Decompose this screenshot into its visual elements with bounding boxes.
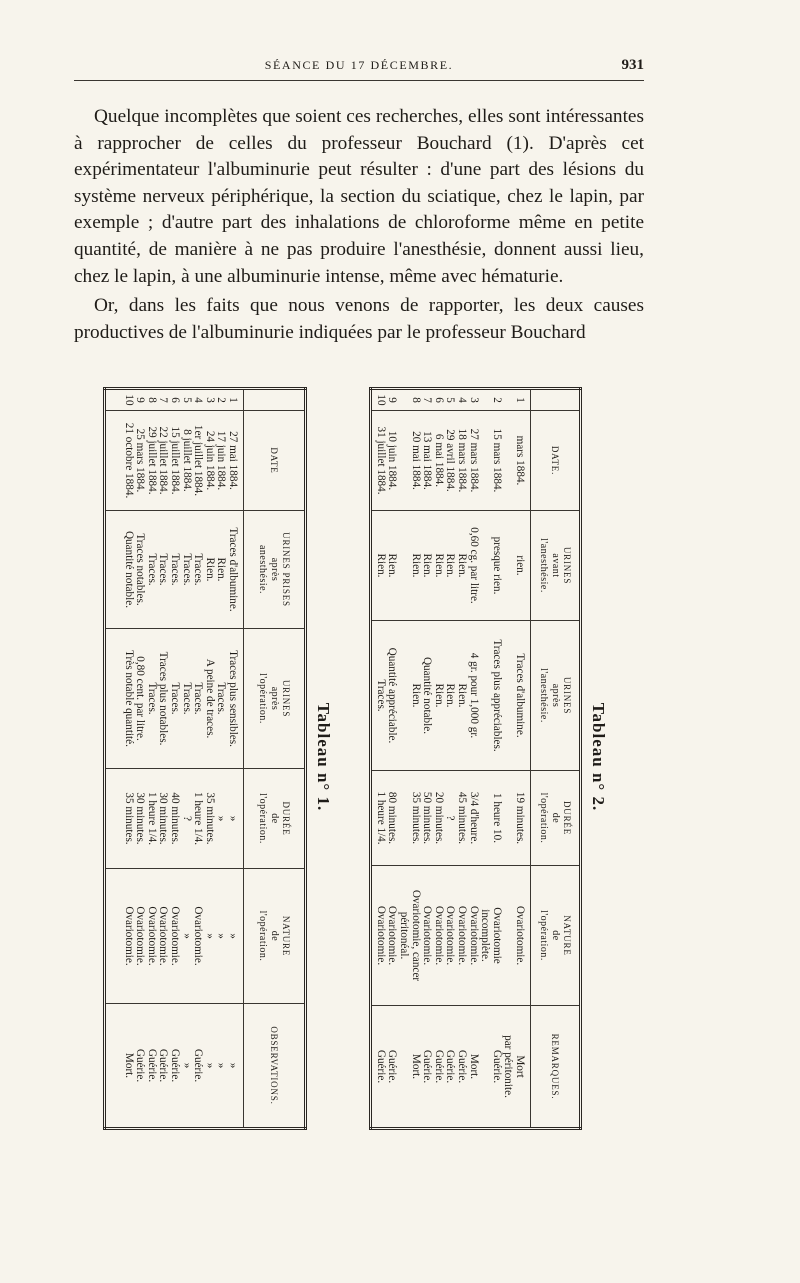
table-cell: A peine de traces. <box>203 658 216 739</box>
table-cell: Quantité notable. <box>421 656 434 735</box>
column-num <box>371 389 531 411</box>
col-header-observations: OBSERVATIONS. <box>244 1004 306 1129</box>
column-nature <box>105 869 244 1004</box>
table-cell: 18 mars 1884. <box>456 428 469 493</box>
table-cell: 19 minutes. <box>514 791 526 845</box>
table-cell: 2 <box>215 397 228 403</box>
table-cell: Guérie. <box>134 1048 147 1083</box>
table-cell: » <box>215 815 228 822</box>
table-cell: Très notable quantité. <box>122 650 135 747</box>
column-date <box>371 411 531 511</box>
table-cell: 21 octobre 1884. <box>122 422 135 499</box>
column-date <box>105 411 244 511</box>
table-cell: » <box>227 933 239 939</box>
table-cell: » <box>203 933 216 939</box>
table-cell: 7 <box>157 397 170 403</box>
col-header-remarques: REMARQUES. <box>531 1006 581 1129</box>
page-number: 931 <box>621 57 644 73</box>
table-cell: Ovariotomie. <box>122 906 135 966</box>
table-cell: Ovariotomie. <box>467 905 480 966</box>
table-cell: Guérie. <box>456 1049 469 1084</box>
table-cell: Guérie. <box>145 1048 158 1083</box>
table-cell: 29 avril 1884. <box>444 429 457 492</box>
col-header-nature: NATURE de l'opération. <box>531 866 581 1006</box>
table-cell: Ovariotomie, cancer <box>409 889 422 982</box>
table-cell: Rien. <box>421 553 434 578</box>
paragraph-2: Or, dans les faits que nous venons de rapporter, les deux causes productives de l'albuminurie indiquées par le professeur Bouchard <box>74 295 644 343</box>
table-cell: 22 juillet 1884. <box>157 426 170 495</box>
table-cell: Traces d'albumine. <box>514 653 526 738</box>
col-header-urines-apres: URINES après l'anesthésie. <box>531 621 581 771</box>
table-cell <box>502 414 514 507</box>
table-cell: Traces plus notables. <box>157 651 170 746</box>
table-cell <box>502 393 514 407</box>
table-cell: Guérie. <box>432 1049 445 1084</box>
table-cell <box>479 624 491 767</box>
table-cell: presque rien. <box>490 536 503 595</box>
table-cell: 1 heure 10. <box>490 792 503 844</box>
table-cell: Guérie. <box>192 1048 205 1083</box>
table-cell: 20 minutes. <box>432 791 445 845</box>
table-cell: 17 juin 1884. <box>215 430 228 491</box>
table-cell <box>397 414 409 507</box>
table-cell: Ovariotomie <box>490 907 503 964</box>
table-cell: Mort. <box>467 1053 480 1080</box>
col-header-duree: DURÉE de l'opération. <box>531 771 581 866</box>
header-rule <box>74 80 644 81</box>
col-header-num <box>244 389 306 411</box>
table-cell: Ovariotomie. <box>157 906 170 966</box>
table-cell: 2 <box>490 397 503 403</box>
table-cell: 6 <box>432 397 445 403</box>
table-cell: » <box>215 1062 228 1069</box>
tableau-1 <box>103 387 333 1127</box>
table-cell: Guérie. <box>169 1048 182 1083</box>
table-cell: 40 minutes. <box>169 792 182 845</box>
table-cell <box>479 1009 491 1124</box>
column-urines-avant <box>371 511 531 621</box>
column-num <box>105 389 244 411</box>
table-cell: Guérie. <box>386 1049 399 1084</box>
table-cell: 30 minutes. <box>134 792 147 845</box>
table-cell: Rien. <box>386 553 399 578</box>
table-cell: péritonéal. <box>398 911 411 960</box>
table-cell: Traces. <box>180 682 193 715</box>
table-cell: 50 minutes. <box>421 791 434 845</box>
table-cell: Ovariotomie. <box>456 905 469 966</box>
table-cell: Traces. <box>169 553 182 586</box>
table-cell: 4 <box>192 397 205 403</box>
col-header-urines-avant: URINES avant l'anesthésie. <box>531 511 581 621</box>
table-cell: 8 <box>145 397 158 403</box>
table-cell: Rien. <box>432 553 445 578</box>
table-cell: Mort. <box>409 1053 422 1080</box>
table-cell: 1 heure 1/4. <box>145 791 158 846</box>
table-cell: ? <box>444 815 457 821</box>
table-cell: Guérie. <box>421 1049 434 1084</box>
running-head: SÉANCE DU 17 DÉCEMBRE. <box>264 58 454 72</box>
table-cell: 5 <box>444 397 457 403</box>
col-header-nature: NATURE de l'opération. <box>244 869 306 1004</box>
table-cell: Rien. <box>456 683 469 708</box>
table-cell: 10 juin 1884. <box>386 430 399 491</box>
table-cell: 45 minutes. <box>456 791 469 845</box>
table-cell: 3 <box>467 397 480 403</box>
table-cell: » <box>180 933 193 939</box>
column-urines-apres <box>371 621 531 771</box>
table-cell: Rien. <box>409 683 422 708</box>
table-cell <box>502 774 514 862</box>
table-cell: Quantité notable. <box>122 530 135 609</box>
table-cell <box>397 393 409 407</box>
table-cell: Guérie. <box>444 1049 457 1084</box>
table-cell: 8 juillet 1884. <box>180 429 193 492</box>
table-cell: Rien. <box>409 553 422 578</box>
table-cell: mars 1884. <box>514 435 526 486</box>
table-cell: Ovariotomie. <box>169 906 182 966</box>
table-cell: 8 <box>409 397 422 403</box>
table-cell: 1 <box>227 397 239 403</box>
table-cell: Traces. <box>192 553 205 586</box>
table-cell: Quantité appréciable. <box>386 647 399 744</box>
table-cell: Ovariotomie. <box>444 905 457 966</box>
table-cell: 15 mars 1884. <box>490 428 503 493</box>
table-cell <box>479 414 491 507</box>
col-header-urines-apres: URINES après l'opération. <box>244 629 306 769</box>
column-nature <box>371 866 531 1006</box>
table-cell: incomplète. <box>479 909 492 962</box>
table-cell: Traces plus sensibles. <box>227 650 239 747</box>
table-cell: Ovariotomie. <box>514 905 526 966</box>
table-cell: 24 juin 1884. <box>203 430 216 491</box>
table-cell: Guérie. <box>374 1049 387 1084</box>
column-remarques <box>371 1006 531 1129</box>
table-cell: 1 heure 1/4. <box>192 791 205 846</box>
table-cell: 13 mai 1884. <box>421 431 434 490</box>
table-cell: Ovariotomie. <box>432 905 445 966</box>
table-cell: Traces. <box>180 553 193 586</box>
table-cell: 35 minutes. <box>409 791 422 845</box>
table-cell: 20 mai 1884. <box>409 431 422 490</box>
table-cell: Rien. <box>374 553 387 578</box>
column-urines-prises <box>105 511 244 629</box>
table-cell: 10 <box>122 394 135 406</box>
table-cell <box>479 774 491 862</box>
table-cell: 27 mars 1884. <box>467 428 480 493</box>
table-cell: » <box>203 1062 216 1069</box>
table-cell: Traces. <box>215 682 228 715</box>
table-cell: 0,60 cg. par litre. <box>467 527 480 604</box>
table-cell: rien. <box>514 555 526 576</box>
column-urines-apres <box>105 629 244 769</box>
column-duree <box>105 769 244 869</box>
table-cell: » <box>227 1062 239 1069</box>
table-cell: 4 gr. pour 1,000 gr. <box>467 652 480 739</box>
table-cell <box>502 624 514 767</box>
tableau-2-title: Tableau n° 2. <box>589 702 608 812</box>
tableau-1-table <box>103 387 307 1130</box>
col-header-date: DATE. <box>531 411 581 511</box>
table-cell: Traces. <box>145 682 158 715</box>
col-header-urines-prises: URINES PRISES après anesthésie. <box>244 511 306 629</box>
table-cell: 5 <box>180 397 193 403</box>
table-cell: Traces notables. <box>134 533 147 606</box>
table-cell <box>397 624 409 767</box>
table-cell: Traces. <box>157 553 170 586</box>
table-cell: » <box>180 1062 193 1069</box>
col-header-num <box>531 389 581 411</box>
table-cell: » <box>215 933 228 939</box>
table-cell: 25 mars 1884. <box>134 428 147 493</box>
table-cell <box>397 774 409 862</box>
table-cell <box>397 514 409 617</box>
table-cell: 6 <box>169 397 182 403</box>
table-cell: Traces d'albumine. <box>227 527 239 612</box>
table-cell: 27 mai 1884. <box>227 431 239 490</box>
table-cell: 3 <box>203 397 216 403</box>
table-cell: 0,80 cent. par litre. <box>134 656 147 741</box>
table-cell: Rien. <box>456 553 469 578</box>
table-cell <box>502 514 514 617</box>
table-cell: 35 minutes. <box>203 792 216 845</box>
table-cell: 4 <box>456 397 469 403</box>
table-cell: 3/4 d'heure. <box>467 791 480 845</box>
table-cell: 31 juillet 1884. <box>374 426 387 495</box>
table-cell: Traces. <box>169 682 182 715</box>
table-cell: Guérie. <box>490 1049 503 1084</box>
table-cell: Mort. <box>122 1052 135 1079</box>
paragraph-1: Quelque incomplètes que soient ces recherches, elles sont intéressantes à rapprocher de celles du professeur Bouchard (1). D'après cet expérimentateur l'albuminurie peut résulter : d'une part des lésions du système nerveux périphérique, la section du sciatique, chez le lapin, par exemple ; d'autre part des inhalations de chloroforme même en petite quantité, de manière à ne pas produire l'anesthésie, donnent aussi lieu, chez le lapin, à une albuminurie intense, même avec hématurie. <box>74 106 644 287</box>
table-cell: 1 heure 1/4. <box>374 791 387 845</box>
table-cell: Guérie. <box>157 1048 170 1083</box>
tableau-2 <box>374 387 608 1127</box>
table-cell: ? <box>180 816 193 821</box>
table-cell: par péritonite. <box>502 1035 515 1098</box>
col-header-duree: DURÉE de l'opération. <box>244 769 306 869</box>
table-cell: 9 <box>134 397 147 403</box>
table-cell: Rien. <box>432 683 445 708</box>
table-cell <box>397 1009 409 1124</box>
column-duree <box>371 771 531 866</box>
table-cell: 35 minutes. <box>122 792 135 845</box>
table-cell: Traces. <box>145 553 158 586</box>
table-cell: Traces. <box>192 682 205 715</box>
table-cell: Rien. <box>444 683 457 708</box>
table-cell: Rien. <box>444 553 457 578</box>
table-cell <box>502 869 514 1002</box>
table-cell: 1 <box>514 397 526 403</box>
table-cell: 9 <box>386 397 399 403</box>
page-header <box>74 58 644 84</box>
table-cell: 10 <box>374 394 387 406</box>
table-cell: 7 <box>421 397 434 403</box>
table-cell: Traces plus appréciables. <box>490 639 503 752</box>
column-observations <box>105 1004 244 1129</box>
table-cell: Rien. <box>203 557 216 582</box>
table-cell: Ovariotomie. <box>374 905 387 966</box>
table-cell: Ovariotomie. <box>145 906 158 966</box>
table-cell: Traces. <box>374 679 387 712</box>
table-cell: 29 juillet 1884. <box>145 426 158 495</box>
table-cell: Mort <box>514 1055 526 1078</box>
table-cell: 80 minutes. <box>386 791 399 845</box>
table-cell: Rien. <box>215 557 228 582</box>
table-cell: 1er juillet 1884. <box>192 424 205 497</box>
table-cell: Ovariotomie. <box>386 905 399 966</box>
tableau-1-title: Tableau n° 1. <box>314 702 333 812</box>
table-cell: Ovariotomie. <box>134 906 147 966</box>
table-cell: 15 juillet 1884. <box>169 426 182 495</box>
col-header-date: DATE <box>244 411 306 511</box>
table-cell: 6 mai 1884. <box>432 433 445 488</box>
tableau-2-table <box>369 387 582 1130</box>
table-cell <box>479 514 491 617</box>
table-cell <box>479 393 491 407</box>
table-cell: Ovariotomie. <box>421 905 434 966</box>
table-cell: 30 minutes. <box>157 792 170 845</box>
table-cell: Ovariotomie. <box>192 906 205 966</box>
table-cell: » <box>227 815 239 822</box>
